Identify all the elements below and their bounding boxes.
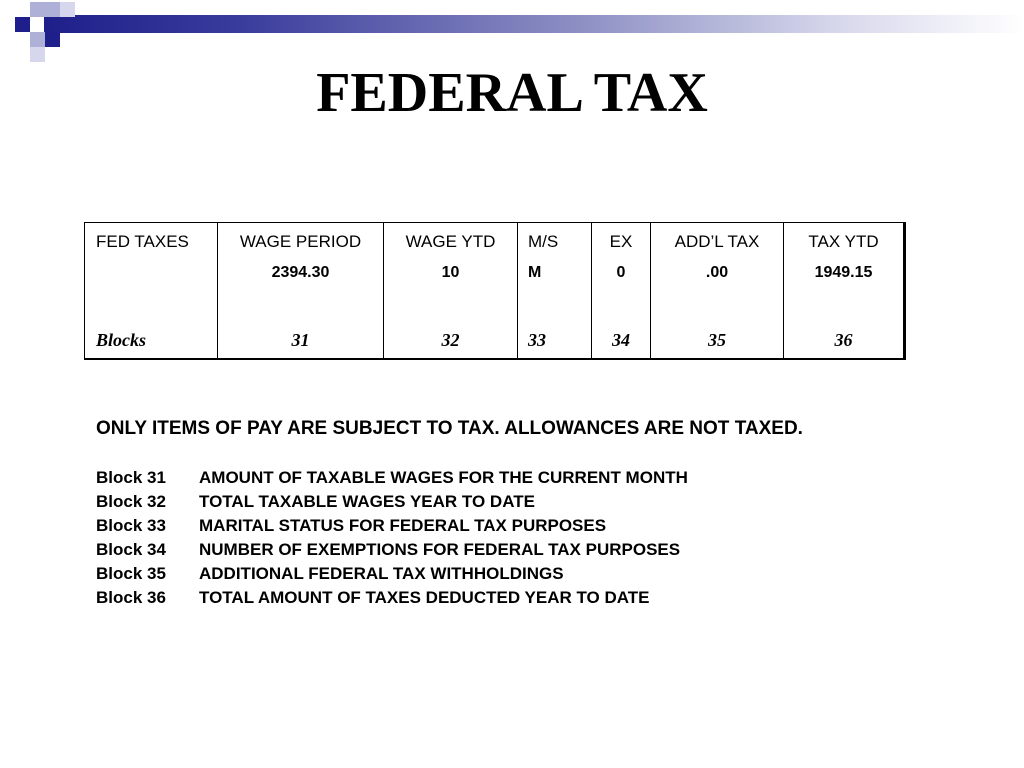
block-description: NUMBER OF EXEMPTIONS FOR FEDERAL TAX PURPOSES [199,540,681,559]
block-label: Block 33 [96,516,166,535]
header-cell: TAX YTD [784,223,905,260]
header-cell: M/S [518,223,592,260]
block-cell: 33 [518,287,592,359]
deco-square [60,2,75,17]
block-description: TOTAL AMOUNT OF TAXES DEDUCTED YEAR TO DATE [199,588,650,607]
block-cell: 36 [784,287,905,359]
value-cell: 0 [592,259,651,287]
table-blocks-row [85,287,905,359]
page-title: FEDERAL TAX [316,62,708,124]
list-item [96,538,688,562]
deco-square [30,2,45,17]
block-cell: 35 [651,287,784,359]
value-cell: 10 [384,259,518,287]
block-label: Block 35 [96,564,166,583]
value-cell [85,259,218,287]
header-cell: EX [592,223,651,260]
list-item [96,466,688,490]
deco-square [45,32,60,47]
list-item [96,586,688,610]
table-header-row [85,223,905,260]
block-cell: 34 [592,287,651,359]
block-cell: 32 [384,287,518,359]
block-description: ADDITIONAL FEDERAL TAX WITHHOLDINGS [199,564,564,583]
list-item [96,490,688,514]
gradient-bar [44,15,1024,33]
list-item [96,562,688,586]
deco-square [45,2,60,17]
federal-tax-table [84,222,906,360]
block-cell: 31 [218,287,384,359]
block-description: MARITAL STATUS FOR FEDERAL TAX PURPOSES [199,516,607,535]
block-description: TOTAL TAXABLE WAGES YEAR TO DATE [199,492,535,511]
header-cell: WAGE YTD [384,223,518,260]
block-description-list [96,466,688,610]
block-label: Block 36 [96,588,166,607]
block-label: Block 32 [96,492,166,511]
block-label: Block 34 [96,540,166,559]
value-cell: .00 [651,259,784,287]
table-values-row [85,259,905,287]
list-item [96,514,688,538]
block-cell: Blocks [85,287,218,359]
value-cell: M [518,259,592,287]
deco-square [15,17,30,32]
block-label: Block 31 [96,468,166,487]
value-cell: 2394.30 [218,259,384,287]
tax-notice: ONLY ITEMS OF PAY ARE SUBJECT TO TAX. ALLOWANCES ARE NOT TAXED. [96,418,803,439]
deco-square [30,32,45,47]
header-cell: WAGE PERIOD [218,223,384,260]
header-cell: FED TAXES [85,223,218,260]
value-cell: 1949.15 [784,259,905,287]
block-description: AMOUNT OF TAXABLE WAGES FOR THE CURRENT MONTH [199,468,688,487]
header-cell: ADD’L TAX [651,223,784,260]
